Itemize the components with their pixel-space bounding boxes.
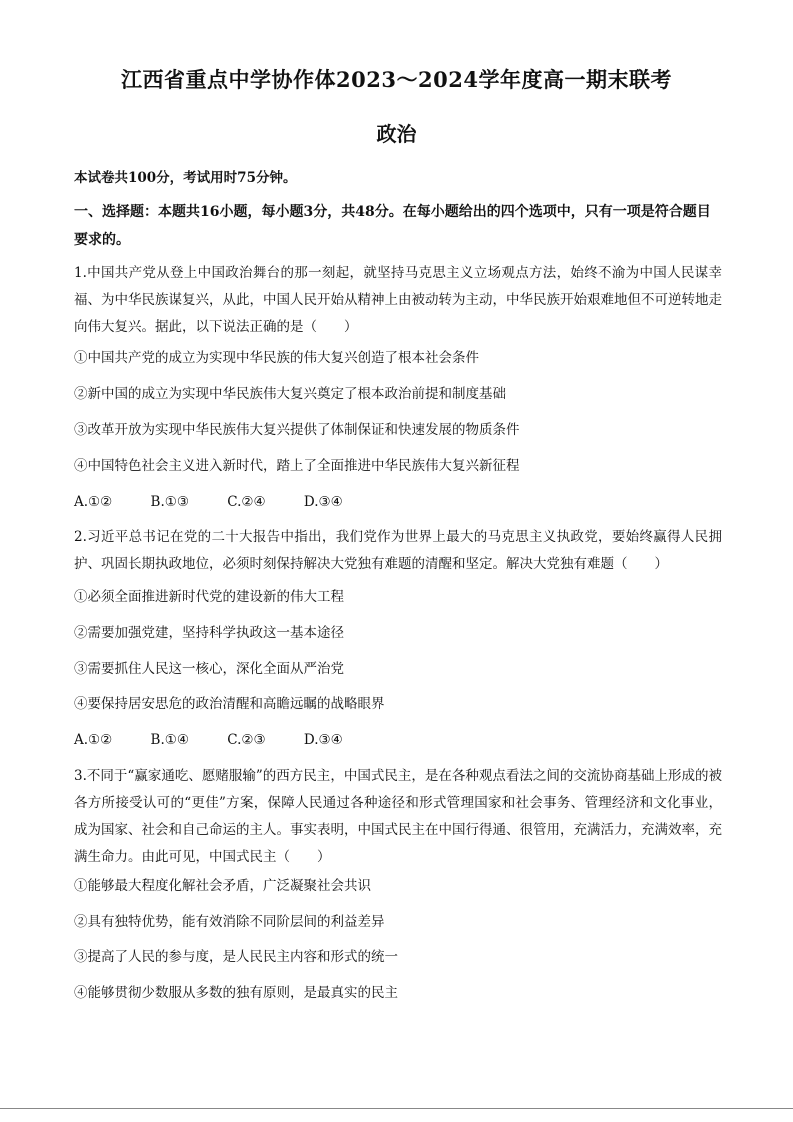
question-3-stem: 3.不同于“赢家通吃、愿赌服输”的西方民主，中国式民主，是在各种观点看法之间的交流协商基础上形成的被各方所接受认可的“更佳”方案，保障人民通过各种途径和形式管理国家和社会事务、管理经济和文化事业，成为国家、社会和自己命运的主人。事实表明，中国式民主在中国行得通、很管用，充满活力，充满效率，充满生命力。由此可见，中国式民主（ ） bbox=[74, 768, 722, 865]
question-3-item: ②具有独特优势，能有效消除不同阶层间的利益差异 bbox=[74, 914, 385, 930]
question-3-item: ①能够最大程度化解社会矛盾，广泛凝聚社会共识 bbox=[74, 878, 371, 894]
question-1-option-d: D.③④ bbox=[303, 494, 343, 510]
question-1-item: ②新中国的成立为实现中华民族伟大复兴奠定了根本政治前提和制度基础 bbox=[74, 386, 506, 402]
question-1-stem: 1.中国共产党从登上中国政治舞台的那一刻起，就坚持马克思主义立场观点方法，始终不渝为中国人民谋幸福、为中华民族谋复兴，从此，中国人民开始从精神上由被动转为主动，中华民族开始艰难地但不可逆转地走向伟大复兴。据此，以下说法正确的是（ ） bbox=[74, 265, 722, 335]
question-2-item: ①必须全面推进新时代党的建设新的伟大工程 bbox=[74, 589, 344, 605]
question-2-item: ②需要加强党建，坚持科学执政这一基本途径 bbox=[74, 625, 344, 641]
question-1-options bbox=[74, 490, 377, 514]
question-2-option-b: B.①④ bbox=[150, 732, 189, 748]
question-1-option-b: B.①③ bbox=[150, 494, 189, 510]
question-2-options bbox=[74, 728, 377, 752]
subject-title: 政治 bbox=[376, 122, 417, 146]
exam-title: 江西省重点中学协作体2023～2024学年度高一期末联考 bbox=[121, 67, 672, 92]
question-1-item: ④中国特色社会主义进入新时代，踏上了全面推进中华民族伟大复兴新征程 bbox=[74, 458, 520, 474]
question-2-stem: 2.习近平总书记在党的二十大报告中指出，我们党作为世界上最大的马克思主义执政党，要始终赢得人民拥护、巩固长期执政地位，必须时刻保持解决大党独有难题的清醒和坚定。解决大党独有难题（ ） bbox=[74, 529, 722, 572]
question-1-option-c: C.②④ bbox=[227, 494, 266, 510]
question-1-item: ①中国共产党的成立为实现中华民族的伟大复兴创造了根本社会条件 bbox=[74, 350, 479, 366]
question-3-item: ④能够贯彻少数服从多数的独有原则，是最真实的民主 bbox=[74, 985, 398, 1001]
question-2-item: ③需要抓住人民这一核心，深化全面从严治党 bbox=[74, 661, 344, 677]
question-2-option-c: C.②③ bbox=[227, 732, 266, 748]
section-heading: 一、选择题：本题共16小题，每小题3分，共48分。在每小题给出的四个选项中，只有一项是符合题目要求的。 bbox=[74, 204, 711, 248]
question-3-item: ③提高了人民的参与度，是人民民主内容和形式的统一 bbox=[74, 949, 398, 965]
question-1-item: ③改革开放为实现中华民族伟大复兴提供了体制保证和快速发展的物质条件 bbox=[74, 422, 520, 438]
page-divider bbox=[0, 1108, 793, 1109]
question-2-option-d: D.③④ bbox=[303, 732, 343, 748]
question-2-item: ④要保持居安思危的政治清醒和高瞻远瞩的战略眼界 bbox=[74, 696, 385, 712]
exam-intro: 本试卷共100分，考试用时75分钟。 bbox=[74, 170, 297, 186]
question-1-option-a: A.①② bbox=[74, 494, 113, 510]
question-2-option-a: A.①② bbox=[74, 732, 113, 748]
